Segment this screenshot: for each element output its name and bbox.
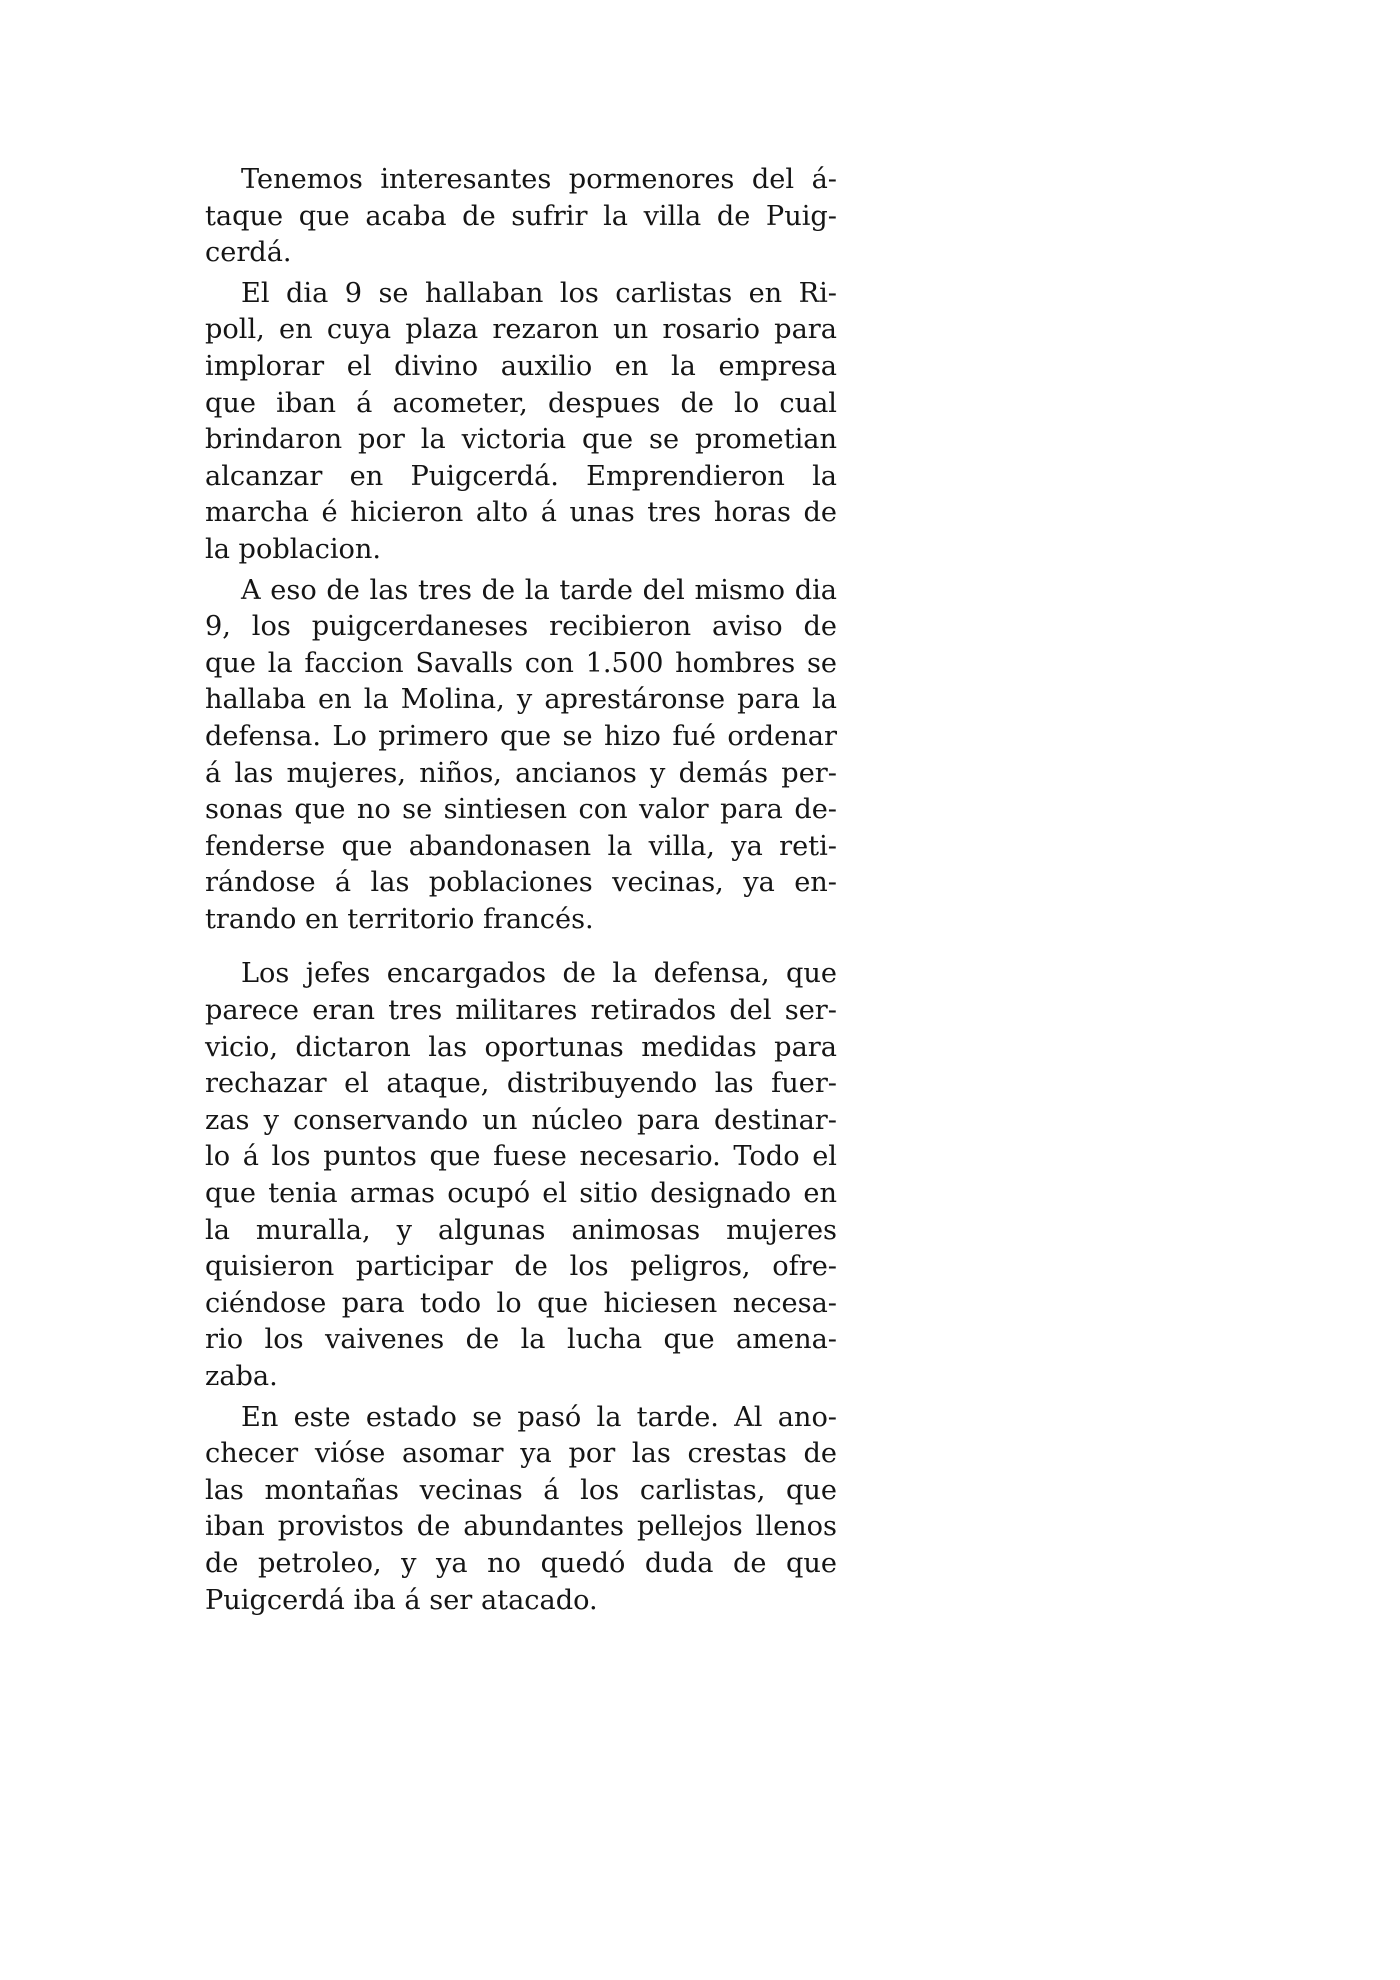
text-line: rechazar el ataque, distribuyendo las fuer- xyxy=(205,1068,837,1100)
text-line: brindaron por la victoria que se prometian xyxy=(205,424,837,456)
text-line: trando en territorio francés. xyxy=(205,903,594,935)
text-line: taque que acaba de sufrir la villa de Puig- xyxy=(205,200,837,232)
text-line: á las mujeres, niños, ancianos y demás per- xyxy=(205,757,837,789)
text-line: vicio, dictaron las oportunas medidas para xyxy=(205,1031,837,1063)
text-line: las montañas vecinas á los carlistas, que xyxy=(205,1474,837,1506)
article-column xyxy=(205,162,837,1619)
text-line: zas y conservando un núcleo para destinar- xyxy=(205,1104,837,1136)
text-line: hallaba en la Molina, y aprestáronse para la xyxy=(205,684,837,716)
text-line: Tenemos interesantes pormenores del á- xyxy=(241,164,837,195)
text-line: En este estado se pasó la tarde. Al ano- xyxy=(241,1401,837,1433)
text-line: parece eran tres militares retirados del ser- xyxy=(205,995,837,1027)
paragraph-4 xyxy=(205,956,837,1395)
paragraph-1 xyxy=(205,162,837,272)
text-line: sonas que no se sintiesen con valor para de- xyxy=(205,794,837,826)
text-line: El dia 9 se hallaban los carlistas en Ri- xyxy=(241,277,837,309)
text-line: lo á los puntos que fuese necesario. Todo el xyxy=(205,1141,837,1173)
text-line: la poblacion. xyxy=(205,533,382,565)
text-line: zaba. xyxy=(205,1361,278,1392)
text-line: A eso de las tres de la tarde del mismo dia xyxy=(241,574,837,606)
text-line: alcanzar en Puigcerdá. Emprendieron la xyxy=(205,460,837,492)
text-line: 9, los puigcerdaneses recibieron aviso de xyxy=(205,611,837,643)
text-line: que iban á acometer, despues de lo cual xyxy=(205,387,837,419)
text-line: cerdá. xyxy=(205,237,292,269)
text-line: Puigcerdá iba á ser atacado. xyxy=(205,1584,598,1616)
text-line: quisieron participar de los peligros, ofre- xyxy=(205,1251,837,1283)
text-line: Los jefes encargados de la defensa, que xyxy=(241,958,837,990)
text-line: ciéndose para todo lo que hiciesen necesa- xyxy=(205,1287,837,1319)
text-line: checer vióse asomar ya por las crestas de xyxy=(205,1438,837,1470)
text-line: marcha é hicieron alto á unas tres horas de xyxy=(205,497,837,529)
text-line: rio los vaivenes de la lucha que amena- xyxy=(205,1324,837,1356)
paragraph-2 xyxy=(205,276,837,569)
text-line: implorar el divino auxilio en la empresa xyxy=(205,350,837,382)
paragraph-3 xyxy=(205,573,837,939)
text-line: fenderse que abandonasen la villa, ya reti- xyxy=(205,830,837,862)
paragraph-5 xyxy=(205,1400,837,1620)
paragraph-gap xyxy=(205,938,837,956)
text-line: defensa. Lo primero que se hizo fué ordenar xyxy=(205,720,837,752)
text-line: rándose á las poblaciones vecinas, ya en- xyxy=(205,867,837,899)
text-line: que tenia armas ocupó el sitio designado en xyxy=(205,1178,837,1210)
text-line: de petroleo, y ya no quedó duda de que xyxy=(205,1547,837,1579)
text-line: que la faccion Savalls con 1.500 hombres se xyxy=(205,647,837,679)
text-line: iban provistos de abundantes pellejos llenos xyxy=(205,1511,837,1543)
text-line: la muralla, y algunas animosas mujeres xyxy=(205,1214,837,1246)
text-line: poll, en cuya plaza rezaron un rosario para xyxy=(205,314,837,346)
